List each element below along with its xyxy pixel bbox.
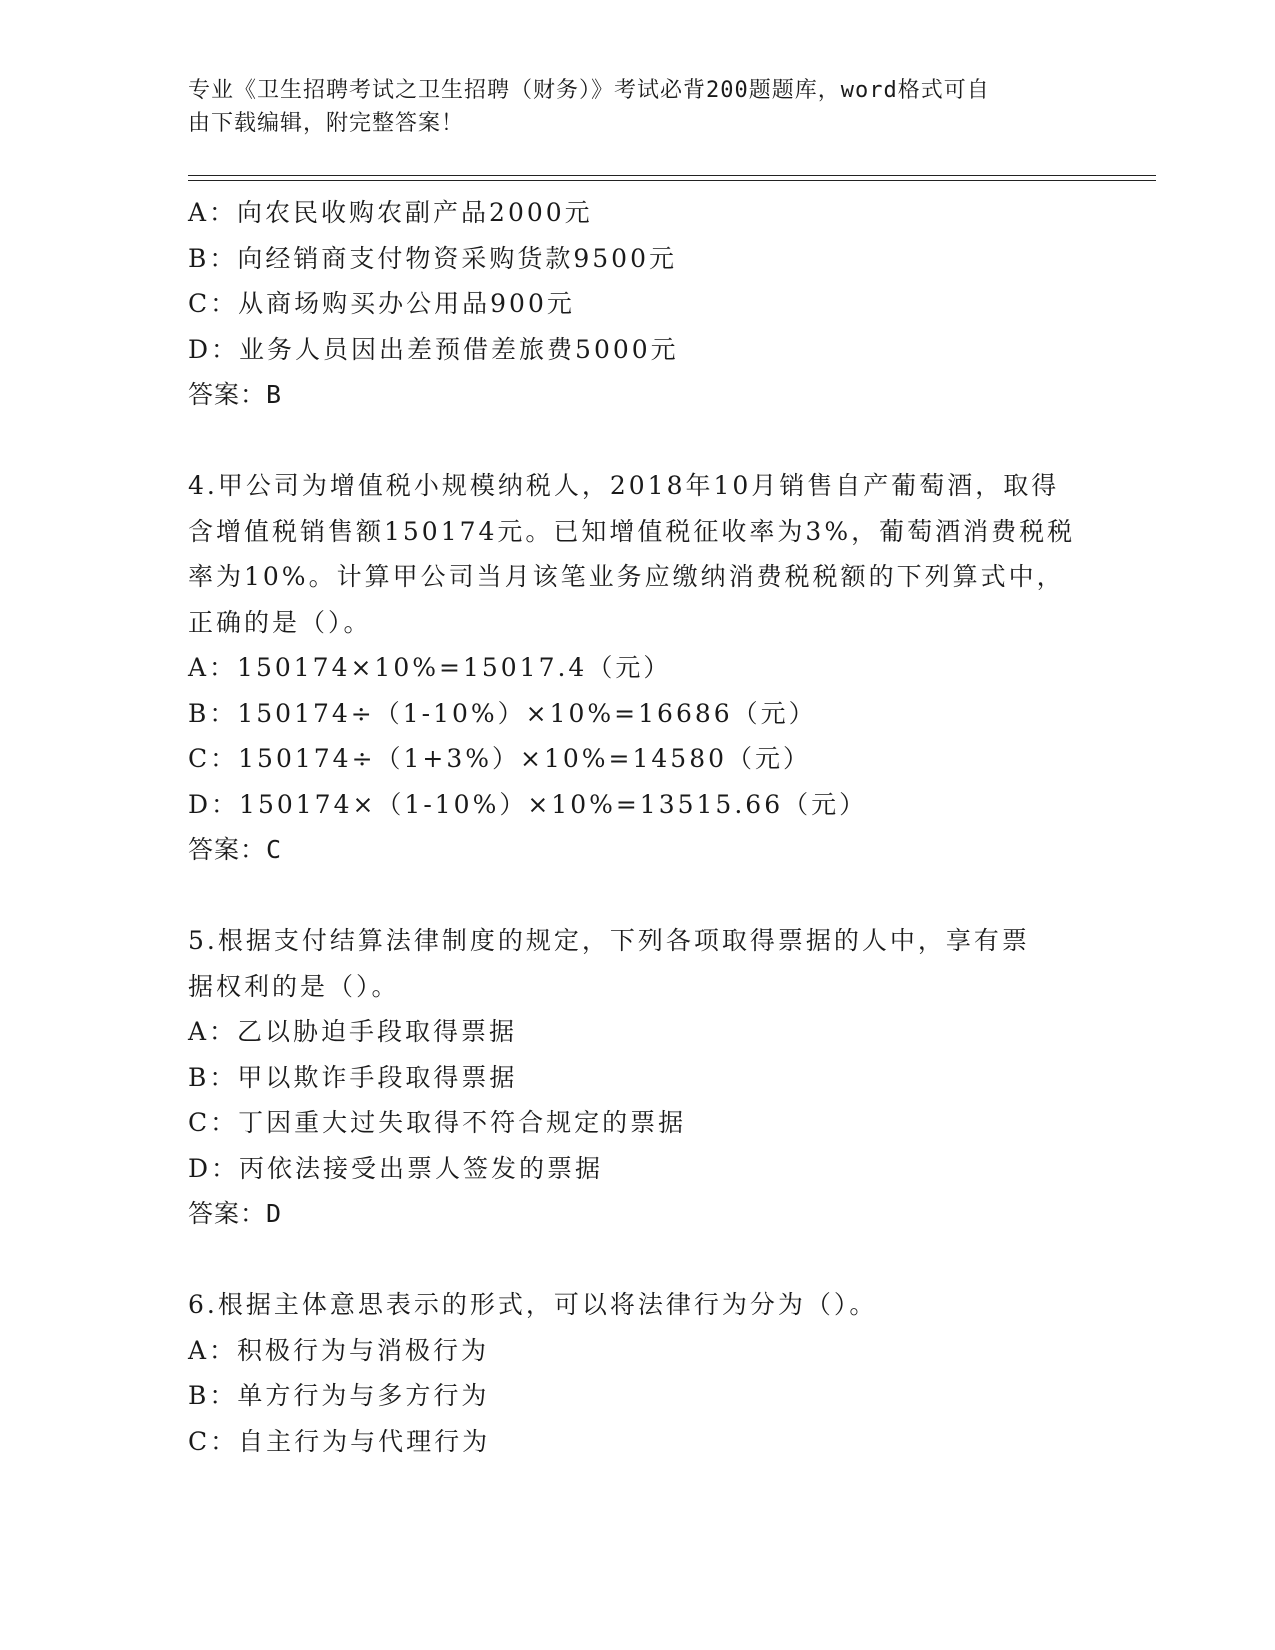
document-header <box>188 74 1068 140</box>
question-4 <box>188 463 1088 873</box>
q4-option-a: A：150174×10%=15017.4（元） <box>188 653 672 682</box>
spacer <box>188 873 1088 919</box>
q6-option-c: C：自主行为与代理行为 <box>188 1426 491 1456</box>
q4-option-d: D：150174×（1-10%）×10%=13515.66（元） <box>188 789 868 819</box>
question-3 <box>188 190 1088 418</box>
q4-option-c: C：150174÷（1+3%）×10%=14580（元） <box>188 744 812 773</box>
q3-answer <box>188 372 1088 418</box>
question-list <box>188 190 1088 1464</box>
q4-stem-line-1: 4.甲公司为增值税小规模纳税人，2018年10月销售自产葡萄酒，取得 <box>188 471 1060 500</box>
q5-option-d: D：丙依法接受出票人签发的票据 <box>188 1153 604 1183</box>
q4-stem-line-3: 率为10%。计算甲公司当月该笔业务应缴纳消费税税额的下列算式中， <box>188 562 1065 591</box>
q4-option-b: B：150174÷（1-10%）×10%=16686（元） <box>188 698 817 728</box>
header-divider-bottom <box>188 180 1156 181</box>
q4-answer <box>188 827 1088 873</box>
q6-stem-line-1: 6.根据主体意思表示的形式，可以将法律行为分为（）。 <box>188 1290 878 1319</box>
header-divider-top <box>188 175 1156 176</box>
q5-answer-value: D <box>266 1199 283 1228</box>
q4-stem-line-2: 含增值税销售额150174元。已知增值税征收率为3%，葡萄酒消费税税 <box>188 516 1076 546</box>
q4-answer-value: C <box>266 835 283 864</box>
q6-option-b: B：单方行为与多方行为 <box>188 1381 490 1410</box>
header-line-2: 由下载编辑，附完整答案！ <box>188 111 465 136</box>
q5-answer <box>188 1191 1088 1237</box>
q6-option-a: A：积极行为与消极行为 <box>188 1335 490 1365</box>
q3-answer-value: B <box>266 380 283 409</box>
header-line-1: 专业《卫生招聘考试之卫生招聘（财务）》考试必背200题题库，word格式可自 <box>188 78 990 103</box>
q4-stem-line-4: 正确的是（）。 <box>188 607 372 637</box>
q3-answer-label: 答案： <box>188 380 267 409</box>
q5-option-c: C：丁因重大过失取得不符合规定的票据 <box>188 1108 687 1137</box>
q5-stem-line-1: 5.根据支付结算法律制度的规定，下列各项取得票据的人中，享有票 <box>188 926 1030 955</box>
q5-option-b: B：甲以欺诈手段取得票据 <box>188 1062 518 1092</box>
question-6 <box>188 1282 1088 1464</box>
q5-option-a: A：乙以胁迫手段取得票据 <box>188 1017 518 1046</box>
question-5 <box>188 918 1088 1237</box>
q3-option-a: A：向农民收购农副产品2000元 <box>188 198 593 227</box>
spacer <box>188 1237 1088 1283</box>
q5-answer-label: 答案： <box>188 1199 267 1228</box>
q5-stem-line-2: 据权利的是（）。 <box>188 971 400 1001</box>
q3-option-b: B：向经销商支付物资采购货款9500元 <box>188 243 677 273</box>
q3-option-d: D：业务人员因出差预借差旅费5000元 <box>188 334 679 364</box>
spacer <box>188 418 1088 464</box>
q4-answer-label: 答案： <box>188 835 267 864</box>
q3-option-c: C：从商场购买办公用品900元 <box>188 289 575 318</box>
